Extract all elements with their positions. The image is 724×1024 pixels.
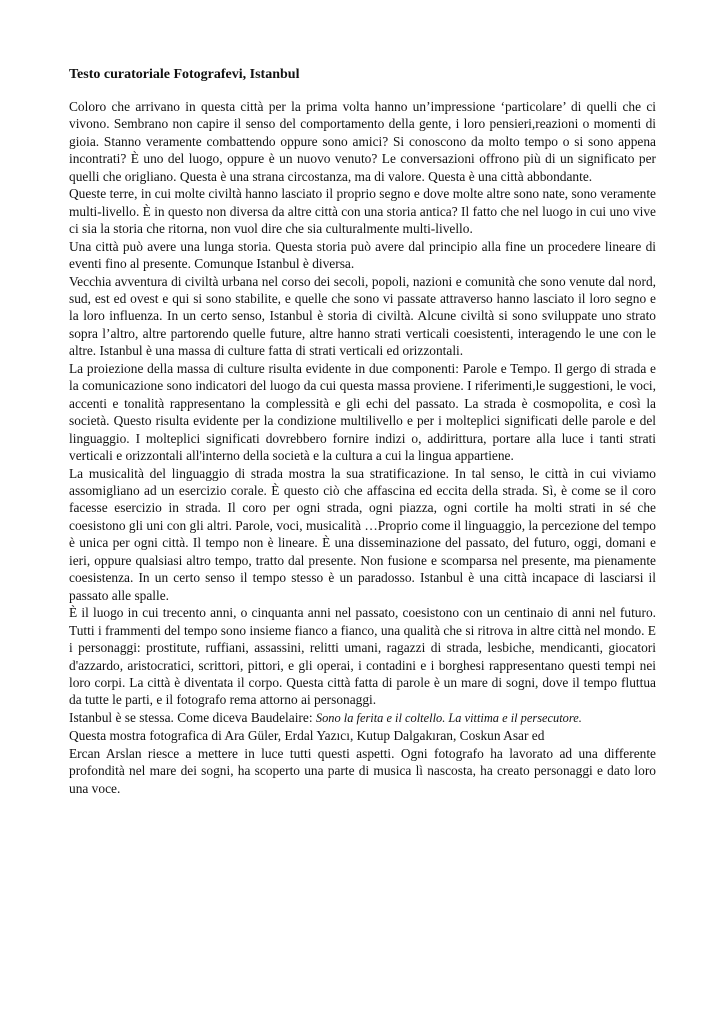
quote-intro: Istanbul è se stessa. Come diceva Baudelaire: (69, 709, 316, 725)
paragraph-exhibition-intro: Questa mostra fotografica di Ara Güler, Erdal Yazıcı, Kutup Dalgakıran, Coskun Asar ed (69, 728, 545, 744)
paragraph-words-time: La proiezione della massa di culture risulta evidente in due componenti: Parole e Tempo. Il gergo di strada e la comunicazione sono indicatori del luogo da cui questa massa proviene. I riferimenti,le suggestioni, le voci, accenti e tonalità rappresentano la complessità e gli echi del passato. La strada è cosmopolita, e così la società. Questo risulta evidente per la condizione multilivello e per i molteplici significati delle parole e del linguaggio. I molteplici significati dovrebbero fornire indizi o, addirittura, portare alla luce i tanti strati verticali e orizzontali all'interno della società e la cultura a cui la lingua appartiene. (69, 360, 656, 464)
paragraph-exhibition: Ercan Arslan riesce a mettere in luce tutti questi aspetti. Ogni fotografo ha lavorato ad una differente profondità nel mare dei sogni, ha scoperto una parte di musica lì nascosta, ha creato personaggi e dato loro una voce. (69, 745, 656, 796)
paragraph-baudelaire (69, 709, 656, 727)
paragraph-civilization: Vecchia avventura di civiltà urbana nel corso dei secoli, popoli, nazioni e comunità che sono venute dal nord, sud, est ed ovest e qui si sono stabilite, e quelle che sono vi passate attraverso hanno lasciato il loro segno e la loro influenza. In un certo senso, Istanbul è storia di civiltà. Alcune civiltà si sono sviluppate uno strato sopra l’altro, altre partorendo quelle future, altre hanno strati verticali coesistenti, interagendo le une con le altre. Istanbul è una massa di culture fatta di strati verticali ed orizzontali. (69, 273, 656, 359)
paragraph-street-music: La musicalità del linguaggio di strada mostra la sua stratificazione. In tal senso, le città in cui viviamo assomigliano ad un esercizio corale. È questo ciò che affascina ed eccita della strada. Sì, è come se il coro facesse esercizio in strada. Il coro per ogni strada, ogni piazza, ogni cortile ha molti strati in sé che coesistono gli uni con gli altri. Parole, voci, musicalità …Proprio come il linguaggio, la percezione del tempo è unica per ogni città. Il tempo non è lineare. È una disseminazione del passato, del futuro, oggi, domani e ieri, oppure qualsiasi altro tempo, tratto dal presente. Non fusione e scomparsa nel presente, ma pienamente coesistenza. In un certo senso il tempo stesso è un paradosso. Istanbul è una città incapace di lasciarsi il passato alle spalle. (69, 465, 656, 603)
document-title: Testo curatoriale Fotografevi, Istanbul (69, 67, 300, 82)
document-page (69, 66, 656, 797)
paragraph-arrival: Coloro che arrivano in questa città per la prima volta hanno un’impressione ‘particolare’ di quelli che ci vivono. Sembrano non capire il senso del comportamento della gente, i loro pensieri,reazioni o momenti di gioia. Stanno veramente combattendo oppure sono amici? Si conoscono da molto tempo o si sono appena incontrati? È uno del luogo, oppure è un nuovo venuto? Le conversazioni offrono più di un significato per quelli che origliano. Questa è una strana circostanza, ma di valore. Questa è una città abbondante. (69, 99, 656, 184)
paragraph-history: Una città può avere una lunga storia. Questa storia può avere dal principio alla fine un procedere lineare di eventi fino al presente. Comunque Istanbul è diversa. (69, 238, 656, 272)
baudelaire-quote: Sono la ferita e il coltello. La vittima e il persecutore. (315, 710, 582, 725)
paragraph-characters: È il luogo in cui trecento anni, o cinquanta anni nel passato, coesistono con un centinaio di anni nel futuro. Tutti i frammenti del tempo sono insieme fianco a fianco, una qualità che si ritrova in altre città nel mondo. E i personaggi: prostitute, ruffiani, assassini, relitti umani, ragazzi di strada, lesbiche, mendicanti, giocatori d'azzardo, aristocratici, scrittori, pittori, e gli operai, i contadini e i borghesi rappresentano questi tempi nei loro corpi. La città è diventata il corpo. Questa città fatta di parole è un mare di sogni, dove il tempo fluttua da tutte le parti, e il fotografo rema attorno ai personaggi. (69, 605, 656, 708)
paragraph-lands: Queste terre, in cui molte civiltà hanno lasciato il proprio segno e dove molte altre sono nate, sono veramente multi-livello. È in questo non diversa da altre città con una storia antica? Il fatto che nel luogo in cui uno vive ci sia la storia che ritorna, non vuol dire che sia culturalmente multi-livello. (69, 186, 656, 237)
